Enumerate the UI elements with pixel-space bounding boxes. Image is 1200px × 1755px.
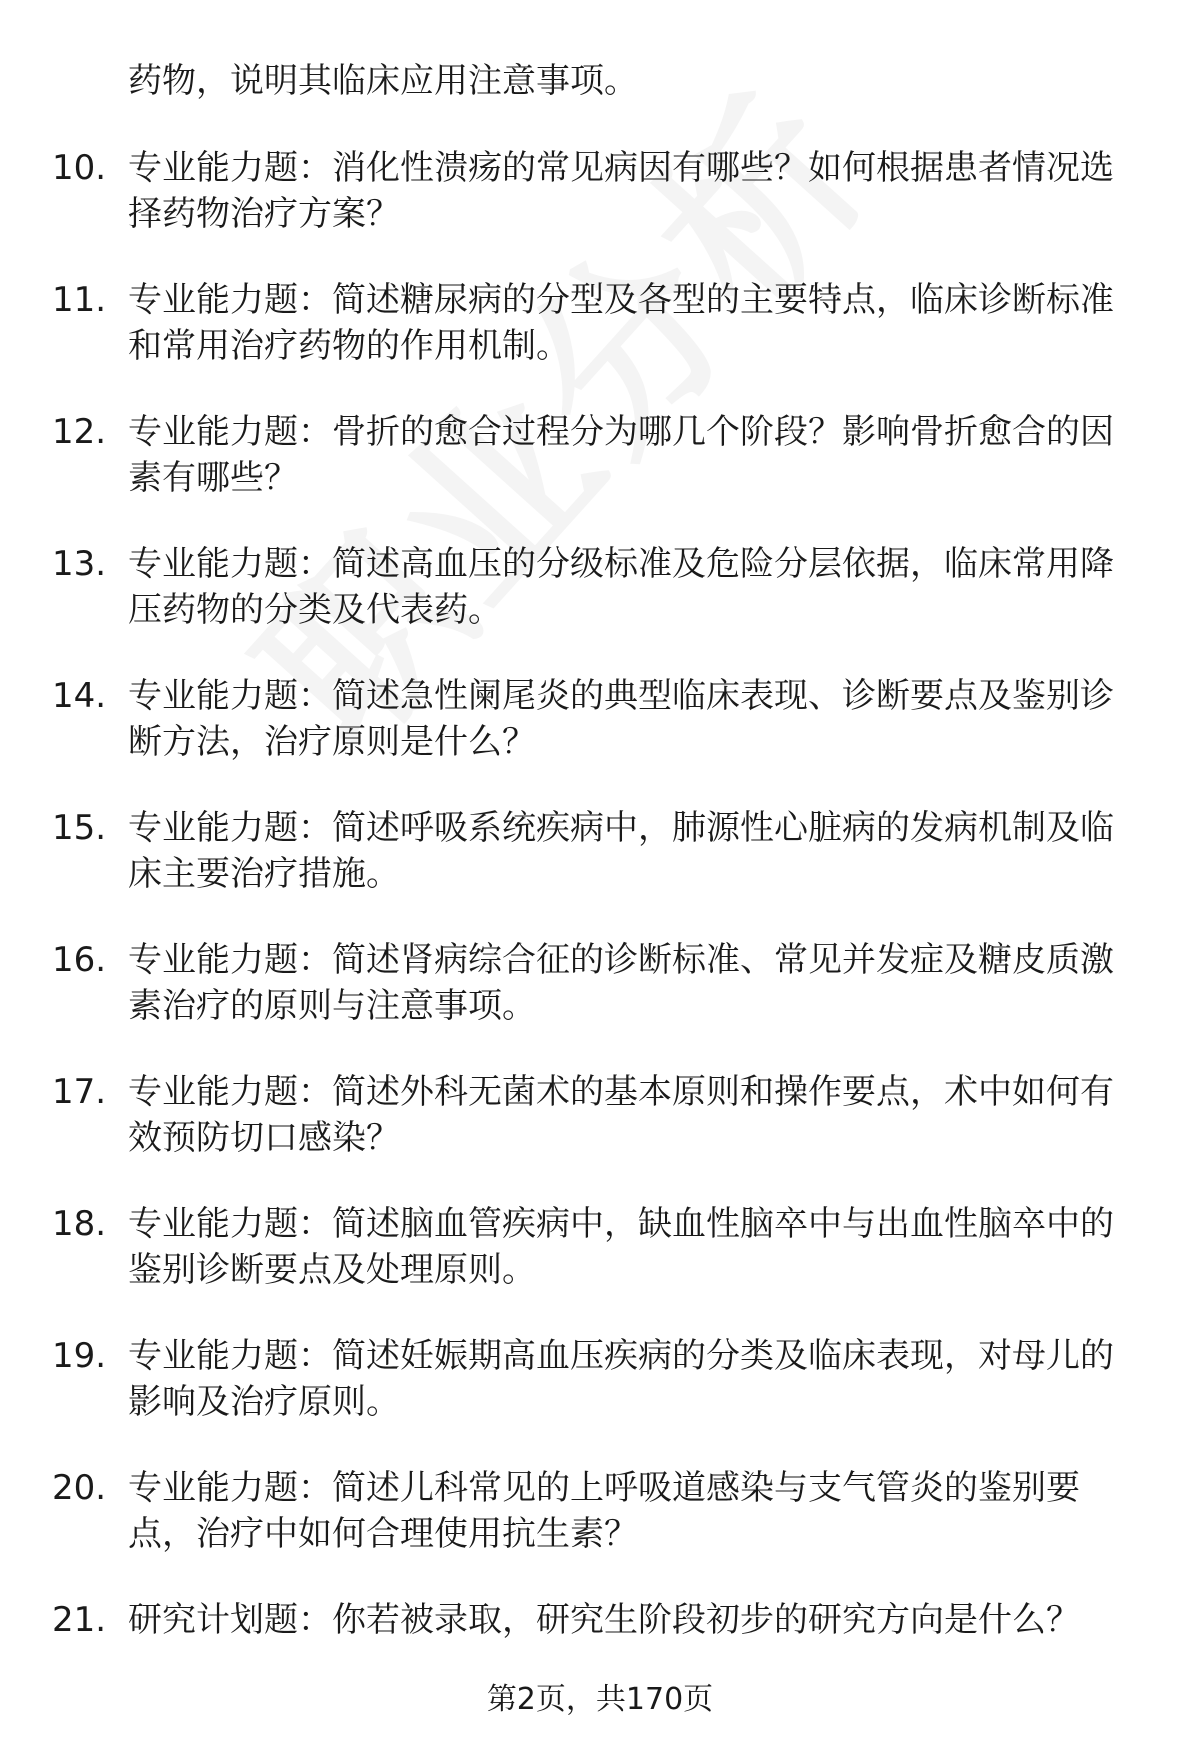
- question-text: 专业能力题：简述外科无菌术的基本原则和操作要点，术中如何有效预防切口感染？: [128, 1072, 1114, 1158]
- question-number: 16.: [52, 940, 107, 980]
- list-item: [0, 673, 1200, 805]
- question-text: 专业能力题：简述脑血管疾病中，缺血性脑卒中与出血性脑卒中的鉴别诊断要点及处理原则。: [128, 1204, 1114, 1290]
- question-number: 19.: [52, 1336, 107, 1376]
- question-number: 11.: [52, 280, 107, 320]
- list-item: [0, 1465, 1200, 1597]
- list-item: [0, 145, 1200, 277]
- question-text: 专业能力题：简述高血压的分级标准及危险分层依据，临床常用降压药物的分类及代表药。: [128, 544, 1114, 630]
- list-item: [0, 1333, 1200, 1465]
- list-item: [0, 277, 1200, 409]
- list-item: [0, 1201, 1200, 1333]
- question-text: 专业能力题：消化性溃疡的常见病因有哪些？如何根据患者情况选择药物治疗方案？: [128, 148, 1114, 234]
- question-text: 专业能力题：简述呼吸系统疾病中，肺源性心脏病的发病机制及临床主要治疗措施。: [128, 808, 1114, 894]
- question-text: 研究计划题：你若被录取，研究生阶段初步的研究方向是什么？: [128, 1600, 1080, 1640]
- question-number: 10.: [52, 148, 107, 188]
- question-text: 专业能力题：简述儿科常见的上呼吸道感染与支气管炎的鉴别要点，治疗中如何合理使用抗生素？: [128, 1468, 1080, 1554]
- question-number: 20.: [52, 1468, 107, 1508]
- question-text: 专业能力题：简述肾病综合征的诊断标准、常见并发症及糖皮质激素治疗的原则与注意事项。: [128, 940, 1114, 1026]
- question-number: 18.: [52, 1204, 107, 1244]
- list-item: [0, 541, 1200, 673]
- page-footer: 第2页，共170页: [486, 1682, 714, 1717]
- list-item: [0, 805, 1200, 937]
- question-number: 17.: [52, 1072, 107, 1112]
- question-number: 21.: [52, 1600, 107, 1640]
- question-text: 专业能力题：简述急性阑尾炎的典型临床表现、诊断要点及鉴别诊断方法，治疗原则是什么？: [128, 676, 1114, 762]
- question-text: 专业能力题：骨折的愈合过程分为哪几个阶段？影响骨折愈合的因素有哪些？: [128, 412, 1114, 498]
- question-number: 14.: [52, 676, 107, 716]
- list-item: [0, 937, 1200, 1069]
- question-text: 专业能力题：简述妊娠期高血压疾病的分类及临床表现，对母儿的影响及治疗原则。: [128, 1336, 1114, 1422]
- question-number: 13.: [52, 544, 107, 584]
- question-number: 15.: [52, 808, 107, 848]
- list-item: [0, 1069, 1200, 1201]
- question-list: [0, 145, 1200, 1729]
- continued-text: 药物，说明其临床应用注意事项。: [128, 61, 638, 101]
- list-item: [0, 409, 1200, 541]
- question-number: 12.: [52, 412, 107, 452]
- question-text: 专业能力题：简述糖尿病的分型及各型的主要特点，临床诊断标准和常用治疗药物的作用机制。: [128, 280, 1114, 366]
